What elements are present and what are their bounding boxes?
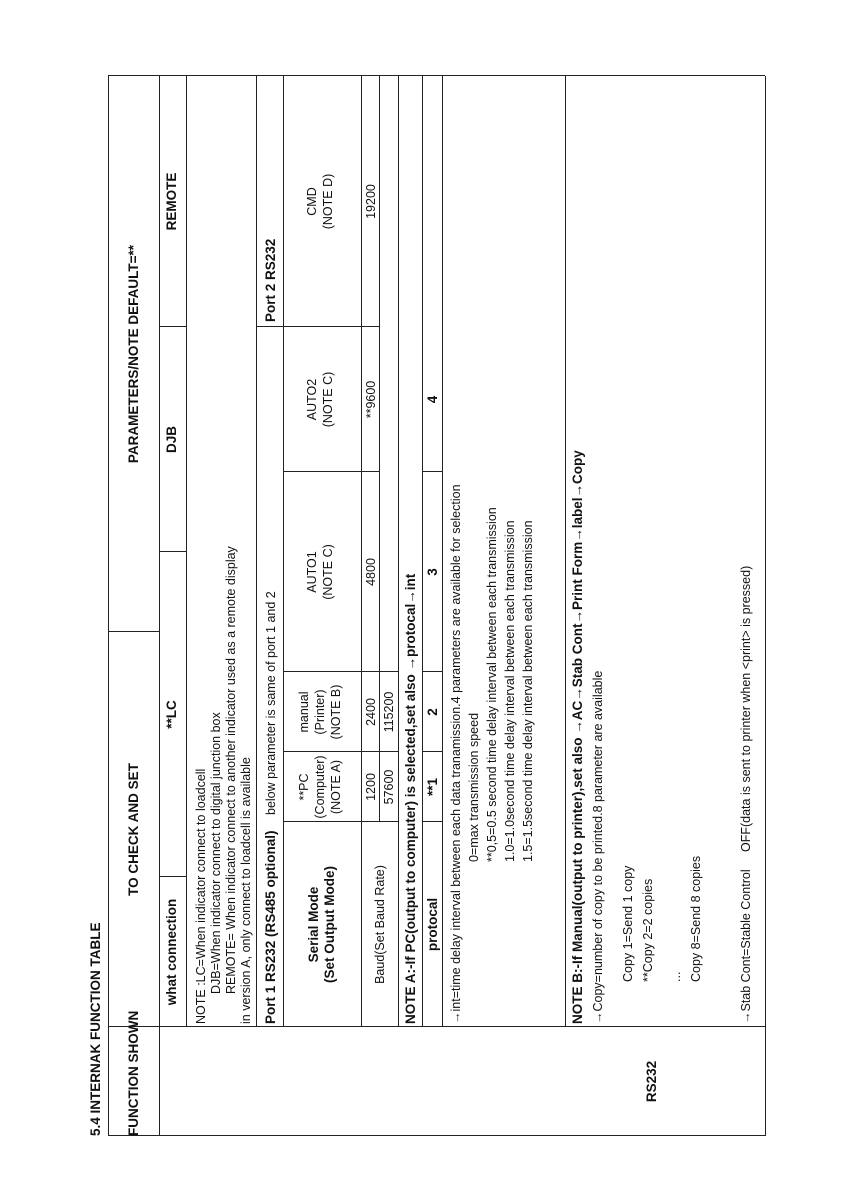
header-function-shown: FUNCTION SHOWN bbox=[126, 1010, 141, 1136]
note-a-line-2: 0=max transmission speed bbox=[467, 712, 481, 862]
baud-1200: 1200 bbox=[364, 773, 378, 801]
serial-opt-manual-1: manual bbox=[297, 691, 311, 733]
note-b-line-2: Copy 1=Send 1 copy bbox=[621, 865, 635, 982]
baud-115200: 115200 bbox=[382, 691, 396, 733]
baud-label: Baud(Set Baud Rate) bbox=[373, 865, 387, 984]
note-b-line-1: →Copy=number of copy to be printed.8 parameter are available bbox=[591, 670, 605, 1024]
serial-opt-auto1-2: (NOTE C) bbox=[321, 544, 335, 600]
baud-row1-bottom bbox=[379, 76, 380, 822]
serial-opt-pc-1: **PC bbox=[297, 773, 311, 801]
serial-opt-auto2-2: (NOTE C) bbox=[321, 371, 335, 428]
baud-4800: 4800 bbox=[364, 558, 378, 586]
serial-opt-auto1-1: AUTO1 bbox=[305, 551, 319, 593]
header-to-check-and-set: TO CHECK AND SET bbox=[126, 763, 141, 896]
note-a-line-3: **0,5=0.5 second time delay interval between each transmission bbox=[485, 507, 499, 862]
baud-57600: 57600 bbox=[382, 769, 396, 805]
serial-row-bottom bbox=[361, 76, 362, 1027]
connection-option-remote: REMOTE bbox=[164, 172, 179, 231]
note-b-line-4: ... bbox=[669, 971, 683, 982]
serial-opt-cmd-2: (NOTE D) bbox=[321, 173, 335, 230]
note-b-line-6: →Stab Cont=Stable Control bbox=[739, 869, 753, 1024]
serial-opt-auto2-1: AUTO2 bbox=[305, 378, 319, 421]
baud-19200: 19200 bbox=[364, 184, 378, 219]
protocol-value-1: **1 bbox=[425, 778, 440, 797]
note-b-line-5: Copy 8=Send 8 copies bbox=[689, 855, 703, 982]
notes-bottom-border bbox=[256, 76, 257, 1027]
baud-2400: 2400 bbox=[364, 698, 378, 726]
serial-opt-pc-2: (Computer) bbox=[313, 755, 327, 819]
top-border bbox=[108, 76, 109, 1136]
left-border bbox=[108, 1135, 765, 1136]
port1-note: below parameter is same of port 1 and 2 bbox=[264, 591, 278, 815]
note-a-bottom bbox=[565, 76, 566, 1027]
baud-9600: **9600 bbox=[364, 380, 378, 419]
protocol-value-3: 3 bbox=[425, 568, 440, 576]
connection-label: what connection bbox=[164, 898, 179, 1006]
connection-note-1: NOTE :LC=When indicator connect to loadcell bbox=[194, 768, 208, 1024]
protocol-value-2: 2 bbox=[425, 708, 440, 716]
serial-mode-sublabel: (Set Output Mode) bbox=[322, 866, 337, 983]
protocol-label: protocal bbox=[425, 897, 440, 952]
port-divider bbox=[256, 326, 283, 327]
serial-opt-manual-2: (Printer) bbox=[313, 689, 327, 735]
bottom-border bbox=[765, 76, 766, 1136]
protocol-row-bottom bbox=[442, 76, 443, 1027]
section-title: 5.4 INTERNAK FUNCTION TABLE bbox=[88, 922, 103, 1136]
baud-row2-bottom bbox=[398, 76, 399, 1027]
header-bottom-border bbox=[159, 76, 160, 1136]
header-parameters: PARAMETERS/NOTE DEFAULT=** bbox=[126, 244, 141, 464]
serial-opt-pc-3: (NOTE A) bbox=[329, 759, 343, 815]
note-b-line-7: OFF(data is sent to printer when <print> is pressed) bbox=[739, 565, 753, 852]
port1-label: Port 1 RS232 (RS485 optional) bbox=[263, 830, 278, 1024]
connection-note-2: DJB=When indicator connect to digital junction box bbox=[209, 712, 223, 994]
serial-opt-manual-3: (NOTE B) bbox=[329, 684, 343, 740]
note-a-line-5: 1.5=1.5second time delay interval between each transmission bbox=[521, 520, 535, 862]
connection-note-3: REMOTE= When indicator connect to another indicator used as a remote display bbox=[224, 546, 238, 994]
port2-label: Port 2 RS232 bbox=[263, 238, 278, 322]
note-b-line-3: **Copy 2=2 copies bbox=[641, 878, 655, 982]
serial-mode-label: Serial Mode bbox=[306, 886, 321, 963]
connection-option-lc: **LC bbox=[164, 700, 179, 729]
note-a-line-4: 1.0=1.0second time delay interval between each transmission bbox=[503, 520, 517, 862]
connection-note-4: in version A, only connect to loadcell is available bbox=[239, 757, 253, 1024]
protocol-value-4: 4 bbox=[425, 395, 440, 404]
connection-option-djb: DJB bbox=[164, 426, 179, 454]
right-border bbox=[108, 75, 765, 76]
note-a-title: NOTE A:-If PC(output to computer) is selected,set also →protocal→int bbox=[403, 573, 418, 1024]
serial-opt-cmd-1: CMD bbox=[305, 187, 319, 216]
connection-row-bottom bbox=[186, 76, 187, 1027]
note-a-title-bottom bbox=[422, 76, 423, 1027]
note-a-line-1: →int=time delay interval between each data tranamission.4 parameters are available for selection bbox=[449, 484, 463, 1024]
function-label-rs232: RS232 bbox=[644, 1060, 659, 1103]
note-b-title: NOTE B:-If Manual(output to printer),set also →AC→Stab Cont→Print Form→label→Copy bbox=[570, 450, 585, 1024]
port-row-bottom bbox=[283, 76, 284, 1027]
